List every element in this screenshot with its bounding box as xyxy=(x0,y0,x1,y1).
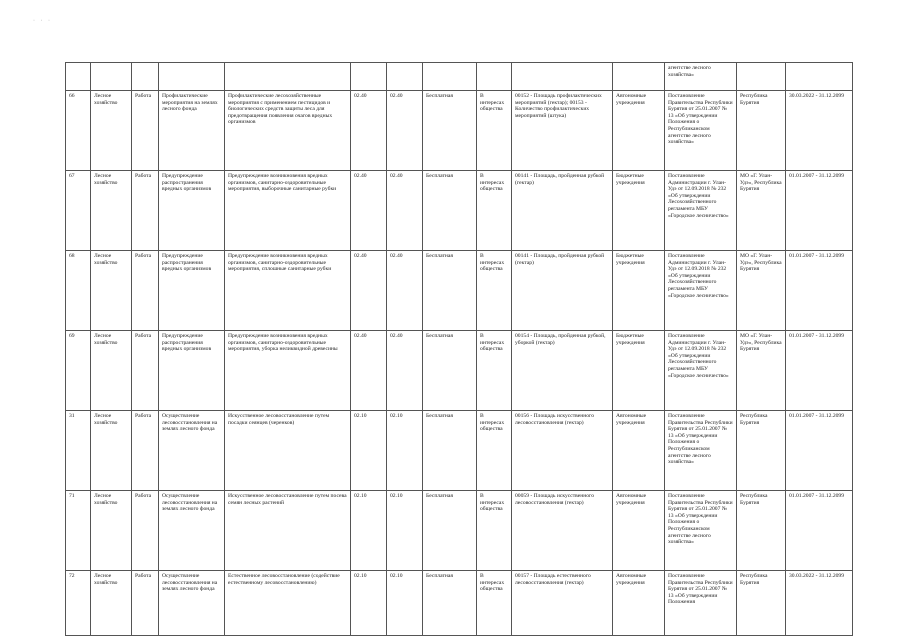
table-row xyxy=(66,171,853,251)
cell-content: Предупреждение возникновения вредных организмов, санитарно-оздоровительные мероприятия, выборочные санитарные рубки xyxy=(225,171,351,251)
cell-code-2: 02.40 xyxy=(387,331,423,411)
cell-code-1: 02.40 xyxy=(351,251,387,331)
services-table xyxy=(65,62,853,636)
cell-fee: Бесплатная xyxy=(423,411,477,491)
cell-sphere: Лесное хозяйство xyxy=(91,91,132,171)
cell-type: Работа xyxy=(132,491,159,571)
cell-num: 72 xyxy=(66,571,91,636)
cell-recipient: В интересах общества xyxy=(477,251,512,331)
cell-indicator: 00059 - Площадь искусственного лесовосстановления (гектар) xyxy=(512,491,613,571)
table-row xyxy=(66,63,853,91)
cell-type: Работа xyxy=(132,171,159,251)
cell-code-1: 02.10 xyxy=(351,571,387,636)
cell-period: 30.03.2022 - 31.12.2099 xyxy=(786,571,853,636)
cell-sphere: Лесное хозяйство xyxy=(91,491,132,571)
cell-institution: Бюджетные учреждения xyxy=(613,171,665,251)
cell-act: Постановление Правительства Республики Бурятия от 25.01.2007 № 13 «Об утверждении Положения о Республиканском агентстве лесного хозяйства» xyxy=(665,91,737,171)
cell-indicator: 00152 - Площадь профилактических мероприятий (гектар); 00153 - Количество профилактических мероприятий (штука) xyxy=(512,91,613,171)
cell-name: Осуществление лесовосстановления на землях лесного фонда xyxy=(159,411,225,491)
cell-content: Предупреждение возникновения вредных организмов, санитарно-оздоровительные мероприятия, сплошные санитарные рубки xyxy=(225,251,351,331)
cell-indicator xyxy=(512,63,613,91)
cell-territory: Республика Бурятия xyxy=(737,411,786,491)
cell-act: агентстве лесного хозяйства» xyxy=(665,63,737,91)
cell-institution: Автономные учреждения xyxy=(613,571,665,636)
cell-indicator: 00154 - Площадь, пройденная рубкой, уборкой (гектар) xyxy=(512,331,613,411)
cell-num xyxy=(66,63,91,91)
cell-code-2: 02.10 xyxy=(387,411,423,491)
cell-num: 68 xyxy=(66,251,91,331)
cell-territory: Республика Бурятия xyxy=(737,91,786,171)
cell-institution: Автономные учреждения xyxy=(613,411,665,491)
cell-type: Работа xyxy=(132,411,159,491)
cell-act: Постановление Администрации г. Улан-Удэ от 12.09.2018 № 232 «Об утверждении Лесохозяйственного регламента МБУ «Городское лесничество» xyxy=(665,251,737,331)
cell-act: Постановление Администрации г. Улан-Удэ от 12.09.2018 № 232 «Об утверждении Лесохозяйственного регламента МБУ «Городское лесничество» xyxy=(665,331,737,411)
cell-period: 01.01.2007 - 31.12.2099 xyxy=(786,411,853,491)
table-body xyxy=(66,63,853,636)
cell-code-1: 02.40 xyxy=(351,91,387,171)
cell-period: 30.03.2022 - 31.12.2099 xyxy=(786,91,853,171)
cell-fee: Бесплатная xyxy=(423,251,477,331)
cell-recipient: В интересах общества xyxy=(477,331,512,411)
cell-recipient: В интересах общества xyxy=(477,491,512,571)
cell-period xyxy=(786,63,853,91)
cell-code-2 xyxy=(387,63,423,91)
cell-name: Осуществление лесовосстановления на землях лесного фонда xyxy=(159,571,225,636)
table-row xyxy=(66,91,853,171)
cell-recipient xyxy=(477,63,512,91)
cell-content: Искусственное лесовосстановление путем посева семян лесных растений xyxy=(225,491,351,571)
cell-sphere: Лесное хозяйство xyxy=(91,411,132,491)
cell-institution: Бюджетные учреждения xyxy=(613,331,665,411)
cell-name: Предупреждение распространения вредных организмов xyxy=(159,331,225,411)
cell-type: Работа xyxy=(132,251,159,331)
cell-institution: Автономные учреждения xyxy=(613,491,665,571)
cell-num: 31 xyxy=(66,411,91,491)
cell-period: 01.01.2007 - 31.12.2099 xyxy=(786,171,853,251)
cell-act: Постановление Правительства Республики Бурятия от 25.01.2007 № 13 «Об утверждении Положения xyxy=(665,571,737,636)
cell-code-1 xyxy=(351,63,387,91)
cell-territory: Республика Бурятия xyxy=(737,571,786,636)
cell-code-1: 02.40 xyxy=(351,171,387,251)
cell-content: Профилактические лесохозяйственные мероприятия с применением пестицидов и биологических средств защиты леса для предотвращения появления очагов вредных организмов xyxy=(225,91,351,171)
cell-name: Осуществление лесовосстановления на землях лесного фонда xyxy=(159,491,225,571)
cell-fee: Бесплатная xyxy=(423,91,477,171)
cell-act: Постановление Администрации г. Улан-Удэ от 12.09.2018 № 232 «Об утверждении Лесохозяйственного регламента МБУ «Городское лесничество» xyxy=(665,171,737,251)
cell-institution: Автономные учреждения xyxy=(613,91,665,171)
cell-num: 69 xyxy=(66,331,91,411)
cell-period: 01.01.2007 - 31.12.2099 xyxy=(786,251,853,331)
cell-territory: МО «Г. Улан-Удэ», Республика Бурятия xyxy=(737,331,786,411)
cell-fee: Бесплатная xyxy=(423,171,477,251)
cell-type xyxy=(132,63,159,91)
cell-sphere xyxy=(91,63,132,91)
cell-period: 01.01.2007 - 31.12.2099 xyxy=(786,491,853,571)
cell-recipient: В интересах общества xyxy=(477,411,512,491)
cell-sphere: Лесное хозяйство xyxy=(91,171,132,251)
cell-code-1: 02.10 xyxy=(351,491,387,571)
cell-territory xyxy=(737,63,786,91)
cell-indicator: 00157 - Площадь естественного лесовосстановления (гектар) xyxy=(512,571,613,636)
cell-name: Предупреждение распространения вредных организмов xyxy=(159,171,225,251)
cell-sphere: Лесное хозяйство xyxy=(91,251,132,331)
cell-recipient: В интересах общества xyxy=(477,571,512,636)
cell-name: Предупреждение распространения вредных организмов xyxy=(159,251,225,331)
cell-name: Профилактические мероприятия на землях лесного фонда xyxy=(159,91,225,171)
cell-institution: Бюджетные учреждения xyxy=(613,251,665,331)
cell-sphere: Лесное хозяйство xyxy=(91,571,132,636)
cell-territory: МО «Г. Улан-Удэ», Республика Бурятия xyxy=(737,171,786,251)
cell-act: Постановление Правительства Республики Бурятия от 25.01.2007 № 13 «Об утверждении Положения о Республиканском агентстве лесного хозяйства» xyxy=(665,411,737,491)
cell-code-2: 02.40 xyxy=(387,251,423,331)
cell-act: Постановление Правительства Республики Бурятия от 25.01.2007 № 13 «Об утверждении Положения о Республиканском агентстве лесного хозяйства» xyxy=(665,491,737,571)
table-row xyxy=(66,491,853,571)
cell-content xyxy=(225,63,351,91)
cell-content: Искусственное лесовосстановление путем посадки сеянцев (черенков) xyxy=(225,411,351,491)
table-row xyxy=(66,411,853,491)
cell-code-2: 02.40 xyxy=(387,171,423,251)
table-row xyxy=(66,331,853,411)
cell-code-2: 02.10 xyxy=(387,491,423,571)
cell-recipient: В интересах общества xyxy=(477,91,512,171)
cell-num: 66 xyxy=(66,91,91,171)
cell-institution xyxy=(613,63,665,91)
cell-period: 01.01.2007 - 31.12.2099 xyxy=(786,331,853,411)
cell-content: Предупреждение возникновения вредных организмов, санитарно-оздоровительные мероприятия, уборка неликвидной древесины xyxy=(225,331,351,411)
cell-sphere: Лесное хозяйство xyxy=(91,331,132,411)
cell-recipient: В интересах общества xyxy=(477,171,512,251)
cell-indicator: 00141 - Площадь, пройденная рубкой (гектар) xyxy=(512,171,613,251)
cell-num: 71 xyxy=(66,491,91,571)
cell-content: Естественное лесовосстановление (содействие естественному лесовосстановлению) xyxy=(225,571,351,636)
scan-mark: · · · xyxy=(33,18,52,24)
cell-code-1: 02.40 xyxy=(351,331,387,411)
cell-code-2: 02.40 xyxy=(387,91,423,171)
cell-code-1: 02.10 xyxy=(351,411,387,491)
cell-type: Работа xyxy=(132,331,159,411)
cell-fee: Бесплатная xyxy=(423,491,477,571)
cell-num: 67 xyxy=(66,171,91,251)
cell-fee xyxy=(423,63,477,91)
cell-type: Работа xyxy=(132,91,159,171)
cell-name xyxy=(159,63,225,91)
cell-territory: МО «Г. Улан-Удэ», Республика Бурятия xyxy=(737,251,786,331)
table-row xyxy=(66,571,853,636)
cell-fee: Бесплатная xyxy=(423,571,477,636)
cell-territory: Республика Бурятия xyxy=(737,491,786,571)
cell-fee: Бесплатная xyxy=(423,331,477,411)
cell-indicator: 00141 - Площадь, пройденная рубкой (гектар) xyxy=(512,251,613,331)
cell-indicator: 00156 - Площадь искусственного лесовосстановления (гектар) xyxy=(512,411,613,491)
cell-type: Работа xyxy=(132,571,159,636)
cell-code-2: 02.10 xyxy=(387,571,423,636)
table-row xyxy=(66,251,853,331)
